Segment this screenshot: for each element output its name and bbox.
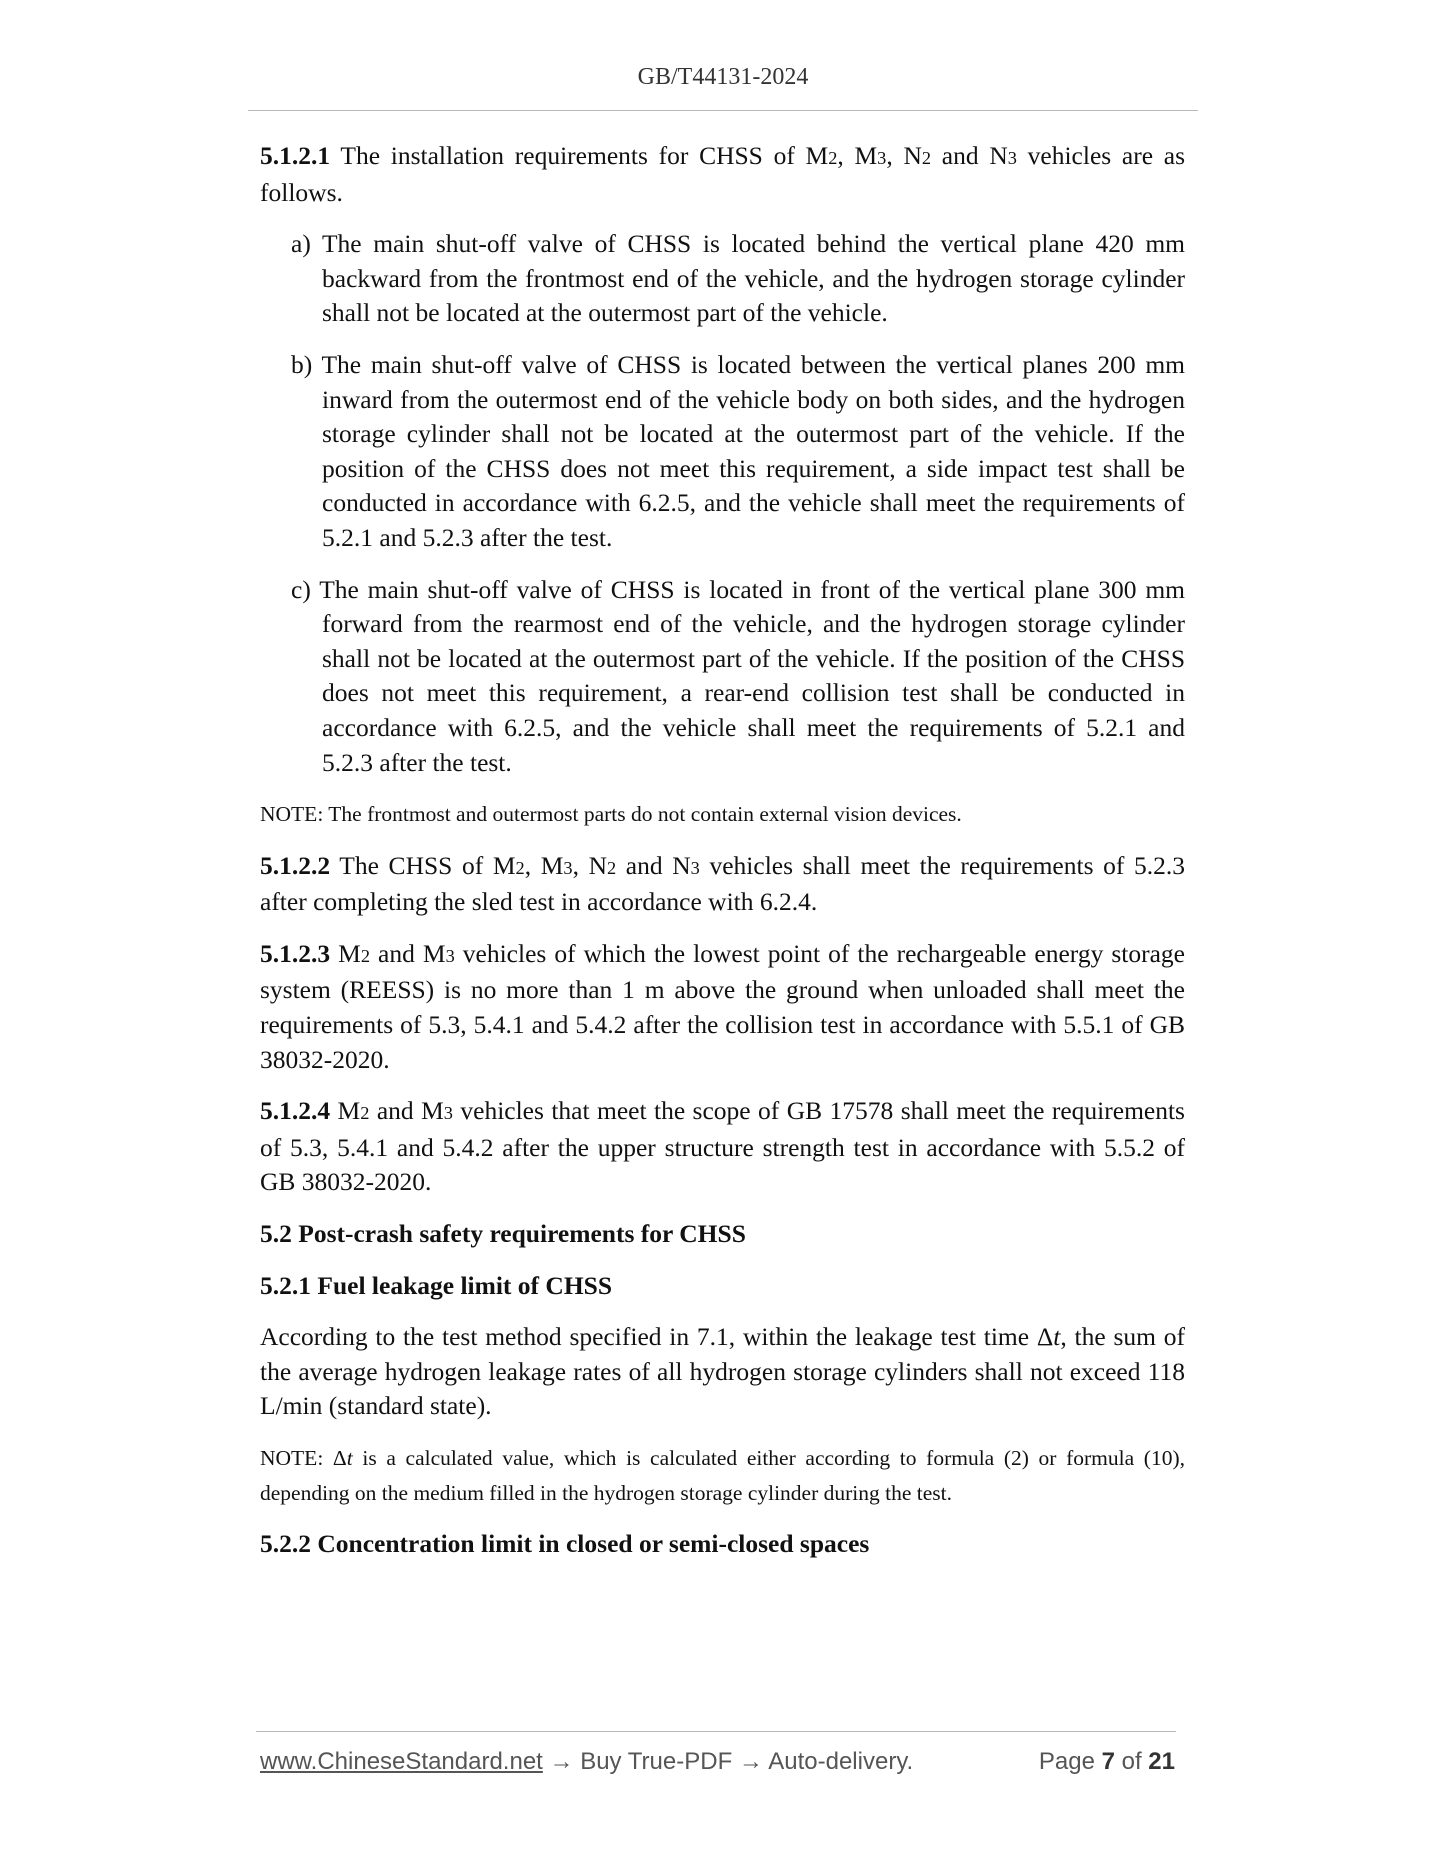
page-header: GB/T44131-2024 xyxy=(637,64,809,90)
list-item-a: a) The main shut-off valve of CHSS is located behind the vertical plane 420 mm backward from the frontmost end of the vehicle, and the hydrogen storage cylinder shall not be located at the outermost part of the vehicle. xyxy=(291,229,1185,328)
clause-number: 5.1.2.3 xyxy=(260,938,331,968)
note-vision-devices: NOTE: The frontmost and outermost parts do not contain external vision devices. xyxy=(260,802,962,827)
clause-number: 5.1.2.2 xyxy=(260,850,331,880)
footer-links: www.ChineseStandard.net → Buy True-PDF → Auto-delivery. xyxy=(260,1748,914,1775)
header-divider xyxy=(248,110,1198,111)
current-page: 7 xyxy=(1101,1748,1115,1775)
page-footer xyxy=(260,1748,1175,1780)
section-heading-5-2: 5.2 Post-crash safety requirements for CHSS xyxy=(260,1219,746,1249)
clause-number: 5.1.2.1 xyxy=(260,141,331,170)
auto-delivery-text: Auto-delivery. xyxy=(768,1748,914,1775)
clause-5-1-2-3: 5.1.2.3 M2 and M3 vehicles of which the lowest point of the rechargeable energy storage system (REESS) is no more than 1 m above the ground when unloaded shall meet the requirements of 5.3, 5.4.1 and 5.4.2 after the collision test in accordance with 5.5.1 of GB 38032-2020. xyxy=(260,938,1185,1074)
clause-number: 5.1.2.4 xyxy=(260,1096,331,1126)
clause-5-1-2-4: 5.1.2.4 M2 and M3 vehicles that meet the scope of GB 17578 shall meet the requirements of 5.3, 5.4.1 and 5.4.2 after the upper structure strength test in accordance with 5.5.2 of GB 38032-2020. xyxy=(260,1096,1185,1197)
total-pages: 21 xyxy=(1148,1748,1175,1775)
section-heading-5-2-2: 5.2.2 Concentration limit in closed or semi-closed spaces xyxy=(260,1529,870,1559)
document-body xyxy=(260,139,1185,1562)
paragraph-leakage-limit: According to the test method specified in 7.1, within the leakage test time Δt, the sum of the average hydrogen leakage rates of all hydrogen storage cylinders shall not exceed 118 L/min (standard state). xyxy=(260,1322,1185,1421)
list-item-c: c) The main shut-off valve of CHSS is located in front of the vertical plane 300 mm forward from the rearmost end of the vehicle, and the hydrogen storage cylinder shall not be located at the outermost part of the vehicle. If the position of the CHSS does not meet this requirement, a rear-end collision test shall be conducted in accordance with 6.2.5, and the vehicle shall meet the requirements of 5.2.1 and 5.2.3 after the test. xyxy=(291,574,1185,777)
page-number: Page 7 of 21 xyxy=(1038,1748,1175,1775)
clause-5-1-2-1: 5.1.2.1 The installation requirements for CHSS of M2, M3, N2 and N3 vehicles are as follows. xyxy=(260,141,1185,207)
website-link[interactable]: www.ChineseStandard.net xyxy=(260,1748,543,1775)
note-delta-t: NOTE: Δt is a calculated value, which is calculated either according to formula (2) or formula (10), depending on the medium filled in the hydrogen storage cylinder during the test. xyxy=(260,1446,1186,1505)
list-item-b: b) The main shut-off valve of CHSS is located between the vertical planes 200 mm inward from the outermost end of the vehicle body on both sides, and the hydrogen storage cylinder shall not be located at the outermost part of the vehicle. If the position of the CHSS does not meet this requirement, a side impact test shall be conducted in accordance with 6.2.5, and the vehicle shall meet the requirements of 5.2.1 and 5.2.3 after the test. xyxy=(291,349,1185,552)
section-heading-5-2-1: 5.2.1 Fuel leakage limit of CHSS xyxy=(260,1270,613,1300)
footer-divider xyxy=(256,1731,1176,1732)
buy-pdf-text: Buy True-PDF xyxy=(580,1748,733,1775)
clause-5-1-2-2: 5.1.2.2 The CHSS of M2, M3, N2 and N3 vehicles shall meet the requirements of 5.2.3 after completing the sled test in accordance with 6.2.4. xyxy=(260,850,1186,917)
